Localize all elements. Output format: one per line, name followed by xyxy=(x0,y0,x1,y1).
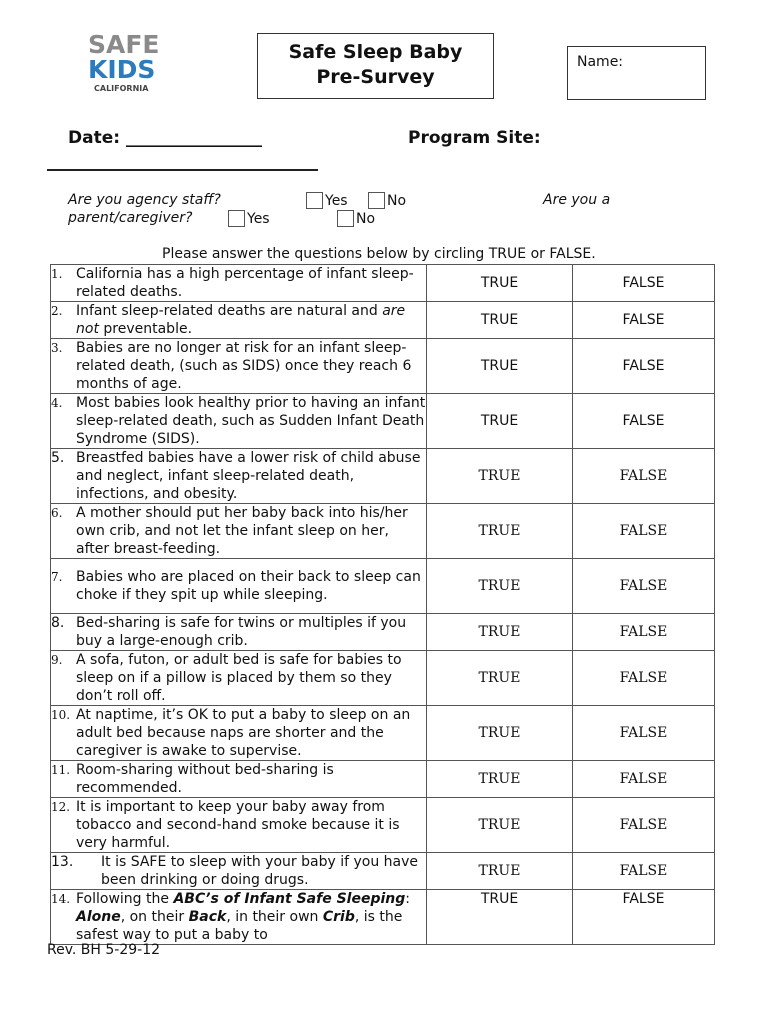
true-option[interactable]: TRUE xyxy=(427,265,573,302)
false-option[interactable]: FALSE xyxy=(573,394,715,449)
question-text: Infant sleep-related deaths are natural and are not preventable. xyxy=(76,303,406,337)
staff-no-option[interactable] xyxy=(368,192,406,209)
parent-yes-checkbox[interactable] xyxy=(228,210,245,227)
false-option[interactable]: FALSE xyxy=(573,651,715,706)
table-row xyxy=(51,706,715,761)
false-option[interactable]: FALSE xyxy=(573,761,715,798)
question-number: 8. xyxy=(51,615,65,631)
question-text: Following the ABC’s of Infant Safe Sleeping: Alone, on their Back, in their own Crib, is the safest way to put a baby to xyxy=(76,891,410,943)
true-option[interactable]: TRUE xyxy=(427,504,573,559)
false-option[interactable]: FALSE xyxy=(573,265,715,302)
true-option[interactable]: TRUE xyxy=(427,394,573,449)
false-option[interactable]: FALSE xyxy=(573,614,715,651)
question-number: 10. xyxy=(51,708,71,722)
question-text: It is SAFE to sleep with your baby if you have been drinking or doing drugs. xyxy=(101,854,418,888)
staff-question: Are you agency staff? xyxy=(68,192,221,208)
staff-no-label: No xyxy=(387,192,407,209)
true-option[interactable]: TRUE xyxy=(427,559,573,614)
table-row xyxy=(51,302,715,339)
parent-yes-option[interactable] xyxy=(228,210,270,227)
parent-question-part-1: Are you a xyxy=(543,192,611,208)
table-row xyxy=(51,449,715,504)
table-row xyxy=(51,265,715,302)
false-option[interactable]: FALSE xyxy=(573,559,715,614)
table-row xyxy=(51,339,715,394)
false-option[interactable]: FALSE xyxy=(573,890,715,945)
question-text: A mother should put her baby back into his/her own crib, and not let the infant sleep on her, after breast-feeding. xyxy=(76,505,408,557)
question-number: 14. xyxy=(51,892,71,906)
false-option[interactable]: FALSE xyxy=(573,798,715,853)
date-field[interactable]: Date: ________________ xyxy=(68,128,262,148)
title-box xyxy=(257,33,494,99)
table-row xyxy=(51,798,715,853)
question-text: Babies who are placed on their back to sleep can choke if they spit up while sleeping. xyxy=(76,569,421,603)
question-number: 5. xyxy=(51,450,65,466)
name-label: Name: xyxy=(577,54,624,70)
parent-question-part-2: parent/caregiver? xyxy=(68,210,193,226)
staff-yes-checkbox[interactable] xyxy=(306,192,323,209)
program-site-line[interactable] xyxy=(47,169,318,171)
question-text: Room-sharing without bed-sharing is recommended. xyxy=(76,762,334,796)
parent-yes-label: Yes xyxy=(247,210,270,227)
true-option[interactable]: TRUE xyxy=(427,614,573,651)
question-number: 3. xyxy=(51,341,63,355)
true-option[interactable]: TRUE xyxy=(427,651,573,706)
true-option[interactable]: TRUE xyxy=(427,798,573,853)
staff-yes-option[interactable] xyxy=(306,192,348,209)
logo-line-kids: KIDS xyxy=(88,55,156,84)
parent-no-checkbox[interactable] xyxy=(337,210,354,227)
false-option[interactable]: FALSE xyxy=(573,504,715,559)
program-site-label: Program Site: xyxy=(408,128,541,148)
question-number: 6. xyxy=(51,506,63,520)
false-option[interactable]: FALSE xyxy=(573,706,715,761)
table-row xyxy=(51,890,715,945)
table-row xyxy=(51,761,715,798)
logo-line-safe: SAFE xyxy=(88,30,160,59)
title-line-1: Safe Sleep Baby xyxy=(288,41,463,63)
false-option[interactable]: FALSE xyxy=(573,449,715,504)
question-number: 2. xyxy=(51,304,63,318)
table-row xyxy=(51,614,715,651)
logo-line-california: CALIFORNIA xyxy=(94,84,149,93)
table-row xyxy=(51,394,715,449)
true-option[interactable]: TRUE xyxy=(427,890,573,945)
question-text: At naptime, it’s OK to put a baby to sleep on an adult bed because naps are shorter and the caregiver is awake to supervise. xyxy=(76,707,411,759)
true-option[interactable]: TRUE xyxy=(427,706,573,761)
parent-no-label: No xyxy=(356,210,376,227)
question-number: 11. xyxy=(51,763,71,777)
name-field[interactable] xyxy=(567,46,706,100)
true-option[interactable]: TRUE xyxy=(427,761,573,798)
question-text: Most babies look healthy prior to having an infant sleep-related death, such as Sudden Infant Death Syndrome (SIDS). xyxy=(76,395,426,447)
table-row xyxy=(51,651,715,706)
question-text: Babies are no longer at risk for an infant sleep-related death, (such as SIDS) once they reach 6 months of age. xyxy=(76,340,412,392)
true-option[interactable]: TRUE xyxy=(427,302,573,339)
table-row xyxy=(51,853,715,890)
table-row xyxy=(51,559,715,614)
question-number: 4. xyxy=(51,396,63,410)
instructions: Please answer the questions below by circling TRUE or FALSE. xyxy=(162,246,596,262)
question-number: 9. xyxy=(51,653,63,667)
survey-table xyxy=(50,264,715,945)
true-option[interactable]: TRUE xyxy=(427,449,573,504)
question-text: Bed-sharing is safe for twins or multiples if you buy a large-enough crib. xyxy=(76,615,407,649)
question-text: It is important to keep your baby away from tobacco and second-hand smoke because it is very harmful. xyxy=(76,799,400,851)
parent-no-option[interactable] xyxy=(337,210,375,227)
revision-note: Rev. BH 5-29-12 xyxy=(47,942,161,958)
staff-yes-label: Yes xyxy=(325,192,348,209)
title-line-2: Pre-Survey xyxy=(316,66,435,88)
question-number: 12. xyxy=(51,800,71,814)
question-text: Breastfed babies have a lower risk of child abuse and neglect, infant sleep-related death, infections, and obesity. xyxy=(76,450,421,502)
question-text: California has a high percentage of infant sleep-related deaths. xyxy=(76,266,414,300)
staff-no-checkbox[interactable] xyxy=(368,192,385,209)
question-number: 7. xyxy=(51,570,63,584)
question-number: 13. xyxy=(51,854,74,870)
true-option[interactable]: TRUE xyxy=(427,339,573,394)
table-row xyxy=(51,504,715,559)
question-number: 1. xyxy=(51,267,63,281)
false-option[interactable]: FALSE xyxy=(573,339,715,394)
false-option[interactable]: FALSE xyxy=(573,853,715,890)
question-text: A sofa, futon, or adult bed is safe for babies to sleep on if a pillow is placed by them so they don’t roll off. xyxy=(76,652,402,704)
true-option[interactable]: TRUE xyxy=(427,853,573,890)
safe-kids-logo xyxy=(88,32,164,98)
false-option[interactable]: FALSE xyxy=(573,302,715,339)
